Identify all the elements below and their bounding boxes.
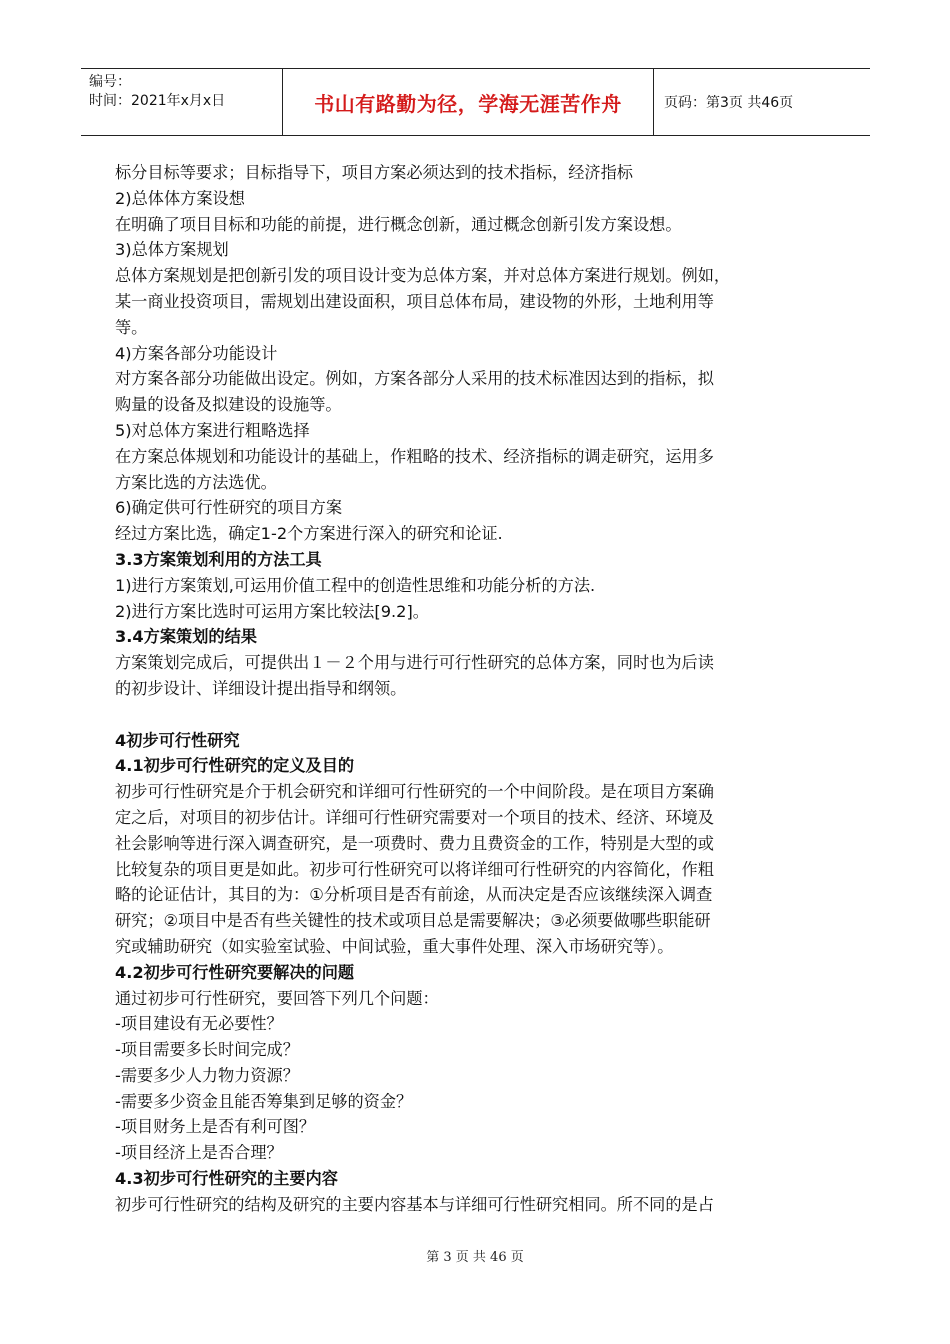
body-text-line: 经过方案比选，确定1-2个方案进行深入的研究和论证. [115, 524, 503, 544]
body-text-line: -项目需要多长时间完成？ [115, 1040, 299, 1060]
document-code-label: 编号： [89, 74, 131, 90]
body-text-line: 初步可行性研究的结构及研究的主要内容基本与详细可行性研究相同。所不同的是占 [115, 1194, 714, 1214]
document-date-label: 时间：2021年x月x日 [89, 93, 226, 109]
body-text-line: 标分目标等要求；目标指导下，项目方案必须达到的技术指标，经济指标 [115, 163, 633, 182]
body-text-line: -需要多少人力物力资源？ [115, 1065, 299, 1085]
section-heading: 4初步可行性研究 [115, 730, 240, 750]
body-text-line: 究或辅助研究（如实验室试验、中间试验，重大事件处理、深入市场研究等）。 [115, 936, 674, 956]
body-text-line: 等。 [115, 317, 148, 337]
body-text-line: 在明确了项目目标和功能的前提，进行概念创新，通过概念创新引发方案设想。 [115, 214, 682, 234]
body-text-line: 在方案总体规划和功能设计的基础上，作粗略的技术、经济指标的调走研究，运用多 [115, 446, 714, 466]
body-text-line: 比较复杂的项目更是如此。初步可行性研究可以将详细可行性研究的内容简化，作粗 [115, 859, 714, 879]
body-text-line: 方案比选的方法选优。 [115, 472, 277, 492]
body-text-line: -需要多少资金且能否筹集到足够的资金？ [115, 1091, 413, 1111]
body-text-line: -项目经济上是否合理？ [115, 1143, 283, 1163]
body-text-line: 对方案各部分功能做出设定。例如，方案各部分人采用的技术标准因达到的指标，拟 [115, 369, 714, 389]
body-text-line: 6)确定供可行性研究的项目方案 [115, 498, 343, 518]
body-text-line: 某一商业投资项目，需规划出建设面积，项目总体布局，建设物的外形，土地利用等 [115, 291, 714, 311]
body-text-line: 初步可行性研究是介于机会研究和详细可行性研究的一个中间阶段。是在项目方案确 [115, 782, 714, 802]
body-text-line: 购量的设备及拟建设的设施等。 [115, 395, 342, 415]
body-text-line: 1)进行方案策划,可运用价值工程中的创造性思维和功能分析的方法. [115, 575, 596, 595]
body-text-line: 通过初步可行性研究，要回答下列几个问题： [115, 988, 439, 1008]
body-text-line: -项目财务上是否有利可图？ [115, 1117, 316, 1137]
page-footer: 第 3 页 共 46 页 [426, 1250, 524, 1265]
body-text-line: 2)总体体方案设想 [115, 188, 245, 208]
section-heading: 4.2初步可行性研究要解决的问题 [115, 962, 355, 982]
body-text-line: 的初步设计、详细设计提出指导和纲领。 [115, 678, 407, 698]
body-text-line: 定之后，对项目的初步估计。详细可行性研究需要对一个项目的技术、经济、环境及 [115, 807, 714, 827]
body-text-line: 2)进行方案比选时可运用方案比较法[9.2]。 [115, 601, 429, 621]
body-text-line: 总体方案规划是把创新引发的项目设计变为总体方案，并对总体方案进行规划。例如， [115, 266, 731, 286]
body-text-line: 3)总体方案规划 [115, 240, 229, 260]
header-meta [81, 69, 283, 135]
section-heading: 4.3初步可行性研究的主要内容 [115, 1169, 338, 1189]
body-text-line [115, 702, 827, 728]
body-text-line: 社会影响等进行深入调查研究，是一项费时、费力且费资金的工作，特别是大型的或 [115, 833, 714, 853]
page-header [81, 68, 870, 136]
body-text-line: 4)方案各部分功能设计 [115, 343, 278, 363]
body-text-line: -项目建设有无必要性？ [115, 1014, 283, 1034]
section-heading: 3.3方案策划利用的方法工具 [115, 549, 322, 569]
document-body [115, 160, 827, 1218]
body-text-line: 方案策划完成后，可提供出１－２个用与进行可行性研究的总体方案，同时也为后读 [115, 653, 714, 673]
section-heading: 4.1初步可行性研究的定义及目的 [115, 756, 355, 776]
body-text-line: 研究；②项目中是否有些关键性的技术或项目总是需要解决；③必须要做哪些职能研 [115, 911, 711, 931]
header-motto: 书山有路勤为径，学海无涯苦作舟 [283, 69, 654, 135]
body-text-line: 5)对总体方案进行粗略选择 [115, 420, 310, 440]
body-text-line: 略的论证估计，其目的为：①分析项目是否有前途，从而决定是否应该继续深入调查 [115, 885, 713, 905]
header-page-number: 页码：第3页 共46页 [664, 95, 794, 111]
section-heading: 3.4方案策划的结果 [115, 627, 257, 647]
